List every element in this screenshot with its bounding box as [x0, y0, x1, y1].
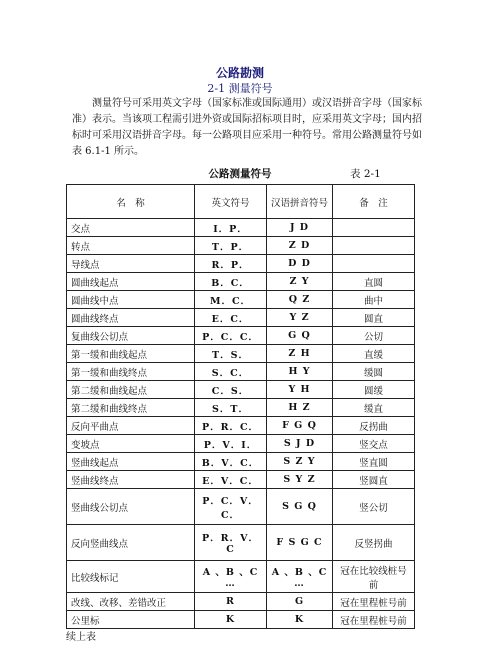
table-row: [67, 489, 415, 525]
cell-name: 反向平曲点: [67, 417, 195, 435]
cell-note: 竖交点: [333, 435, 415, 453]
table-row: [67, 399, 415, 417]
cell-english: C．S．: [195, 381, 267, 399]
cell-pinyin: S G Q: [267, 489, 333, 525]
table-row: [67, 453, 415, 471]
cell-note: 圆缓: [333, 381, 415, 399]
cell-english: B．C．: [195, 273, 267, 291]
cell-note: [333, 255, 415, 273]
continued-label: 续上表: [66, 632, 96, 643]
header-pinyin: 汉语拼音符号: [267, 185, 333, 219]
symbol-table: [66, 184, 415, 629]
cell-name: 反向竖曲线点: [67, 525, 195, 561]
table-row: [67, 593, 415, 611]
cell-name: 第二缓和曲线起点: [67, 381, 195, 399]
cell-pinyin: S Z Y: [267, 453, 333, 471]
cell-note: 圆直: [333, 309, 415, 327]
cell-note: 冠在里程桩号前: [333, 611, 415, 629]
table-header-row: [67, 185, 415, 219]
table-row: [67, 435, 415, 453]
cell-english: M．C．: [195, 291, 267, 309]
cell-pinyin: A 、B 、C …: [267, 561, 333, 593]
cell-name: 变坡点: [67, 435, 195, 453]
table-row: [67, 417, 415, 435]
cell-english: P．C．C．: [195, 327, 267, 345]
cell-note: 直圆: [333, 273, 415, 291]
cell-name: 比较线标记: [67, 561, 195, 593]
cell-pinyin: Y H: [267, 381, 333, 399]
cell-pinyin: S J D: [267, 435, 333, 453]
cell-english: S．C．: [195, 363, 267, 381]
cell-pinyin: F S G C: [267, 525, 333, 561]
table-row: [67, 471, 415, 489]
table-row: [67, 363, 415, 381]
cell-pinyin: H Z: [267, 399, 333, 417]
cell-pinyin: Y Z: [267, 309, 333, 327]
cell-pinyin: J D: [267, 219, 333, 237]
cell-note: [333, 237, 415, 255]
cell-english: A 、B 、C …: [195, 561, 267, 593]
table-row: [67, 611, 415, 629]
cell-name: 圆曲线中点: [67, 291, 195, 309]
cell-pinyin: Z H: [267, 345, 333, 363]
cell-pinyin: G Q: [267, 327, 333, 345]
cell-pinyin: D D: [267, 255, 333, 273]
cell-name: 第一缓和曲线起点: [67, 345, 195, 363]
cell-english: I．P．: [195, 219, 267, 237]
cell-pinyin: Z D: [267, 237, 333, 255]
cell-name: 圆曲线起点: [67, 273, 195, 291]
cell-english: E．V．C．: [195, 471, 267, 489]
cell-name: 竖曲线终点: [67, 471, 195, 489]
table-title: 公路测量符号: [208, 168, 272, 180]
table-number: 表 2-1: [350, 168, 381, 180]
cell-note: 反拐曲: [333, 417, 415, 435]
cell-english: P．C．V．C．: [195, 489, 267, 525]
cell-note: 缓直: [333, 399, 415, 417]
cell-note: 冠在里程桩号前: [333, 593, 415, 611]
header-english: 英文符号: [195, 185, 267, 219]
cell-name: 导线点: [67, 255, 195, 273]
table-row: [67, 255, 415, 273]
header-name: 名 称: [67, 185, 195, 219]
cell-name: 公里标: [67, 611, 195, 629]
cell-pinyin: G: [267, 593, 333, 611]
cell-note: [333, 219, 415, 237]
cell-english: E．C．: [195, 309, 267, 327]
cell-note: 直缓: [333, 345, 415, 363]
page-title: 公路勘测: [215, 66, 264, 80]
cell-pinyin: K: [267, 611, 333, 629]
intro-paragraph: 测量符号可采用英文字母（国家标准或国际通用）或汉语拼音字母（国家标准）表示。当该项工程需引进外资或国际招标项目时，应采用英文字母；国内招标时可采用汉语拼音字母。每一公路项目应采用一种符号。常用公路测量符号如表 6.1-1 所示。: [72, 98, 422, 157]
cell-english: T．P．: [195, 237, 267, 255]
cell-name: 第一缓和曲线终点: [67, 363, 195, 381]
table-row: [67, 327, 415, 345]
cell-note: 冠在比较线桩号前: [333, 561, 415, 593]
cell-note: 缓圆: [333, 363, 415, 381]
cell-english: P．R．C．: [195, 417, 267, 435]
cell-english: P．V．I．: [195, 435, 267, 453]
table-row: [67, 237, 415, 255]
cell-english: S．T．: [195, 399, 267, 417]
table-row: [67, 219, 415, 237]
cell-name: 交点: [67, 219, 195, 237]
cell-note: 公切: [333, 327, 415, 345]
cell-name: 改线、改移、差错改正: [67, 593, 195, 611]
cell-pinyin: F G Q: [267, 417, 333, 435]
cell-name: 第二缓和曲线终点: [67, 399, 195, 417]
table-row: [67, 381, 415, 399]
cell-name: 复曲线公切点: [67, 327, 195, 345]
section-subtitle: 2-1 测量符号: [207, 82, 273, 95]
cell-name: 转点: [67, 237, 195, 255]
cell-name: 竖曲线公切点: [67, 489, 195, 525]
cell-pinyin: Q Z: [267, 291, 333, 309]
cell-note: 反竖拐曲: [333, 525, 415, 561]
table-row: [67, 273, 415, 291]
cell-name: 圆曲线终点: [67, 309, 195, 327]
table-row: [67, 561, 415, 593]
cell-english: T．S．: [195, 345, 267, 363]
cell-note: 竖圆直: [333, 471, 415, 489]
cell-note: 竖公切: [333, 489, 415, 525]
cell-pinyin: S Y Z: [267, 471, 333, 489]
cell-note: 竖直圆: [333, 453, 415, 471]
cell-english: R: [195, 593, 267, 611]
cell-english: B．V．C．: [195, 453, 267, 471]
table-row: [67, 525, 415, 561]
cell-note: 曲中: [333, 291, 415, 309]
cell-pinyin: H Y: [267, 363, 333, 381]
header-note: 备 注: [333, 185, 415, 219]
table-row: [67, 291, 415, 309]
table-row: [67, 309, 415, 327]
cell-pinyin: Z Y: [267, 273, 333, 291]
cell-english: P．R．V．C: [195, 525, 267, 561]
cell-name: 竖曲线起点: [67, 453, 195, 471]
cell-english: K: [195, 611, 267, 629]
table-row: [67, 345, 415, 363]
cell-english: R．P．: [195, 255, 267, 273]
